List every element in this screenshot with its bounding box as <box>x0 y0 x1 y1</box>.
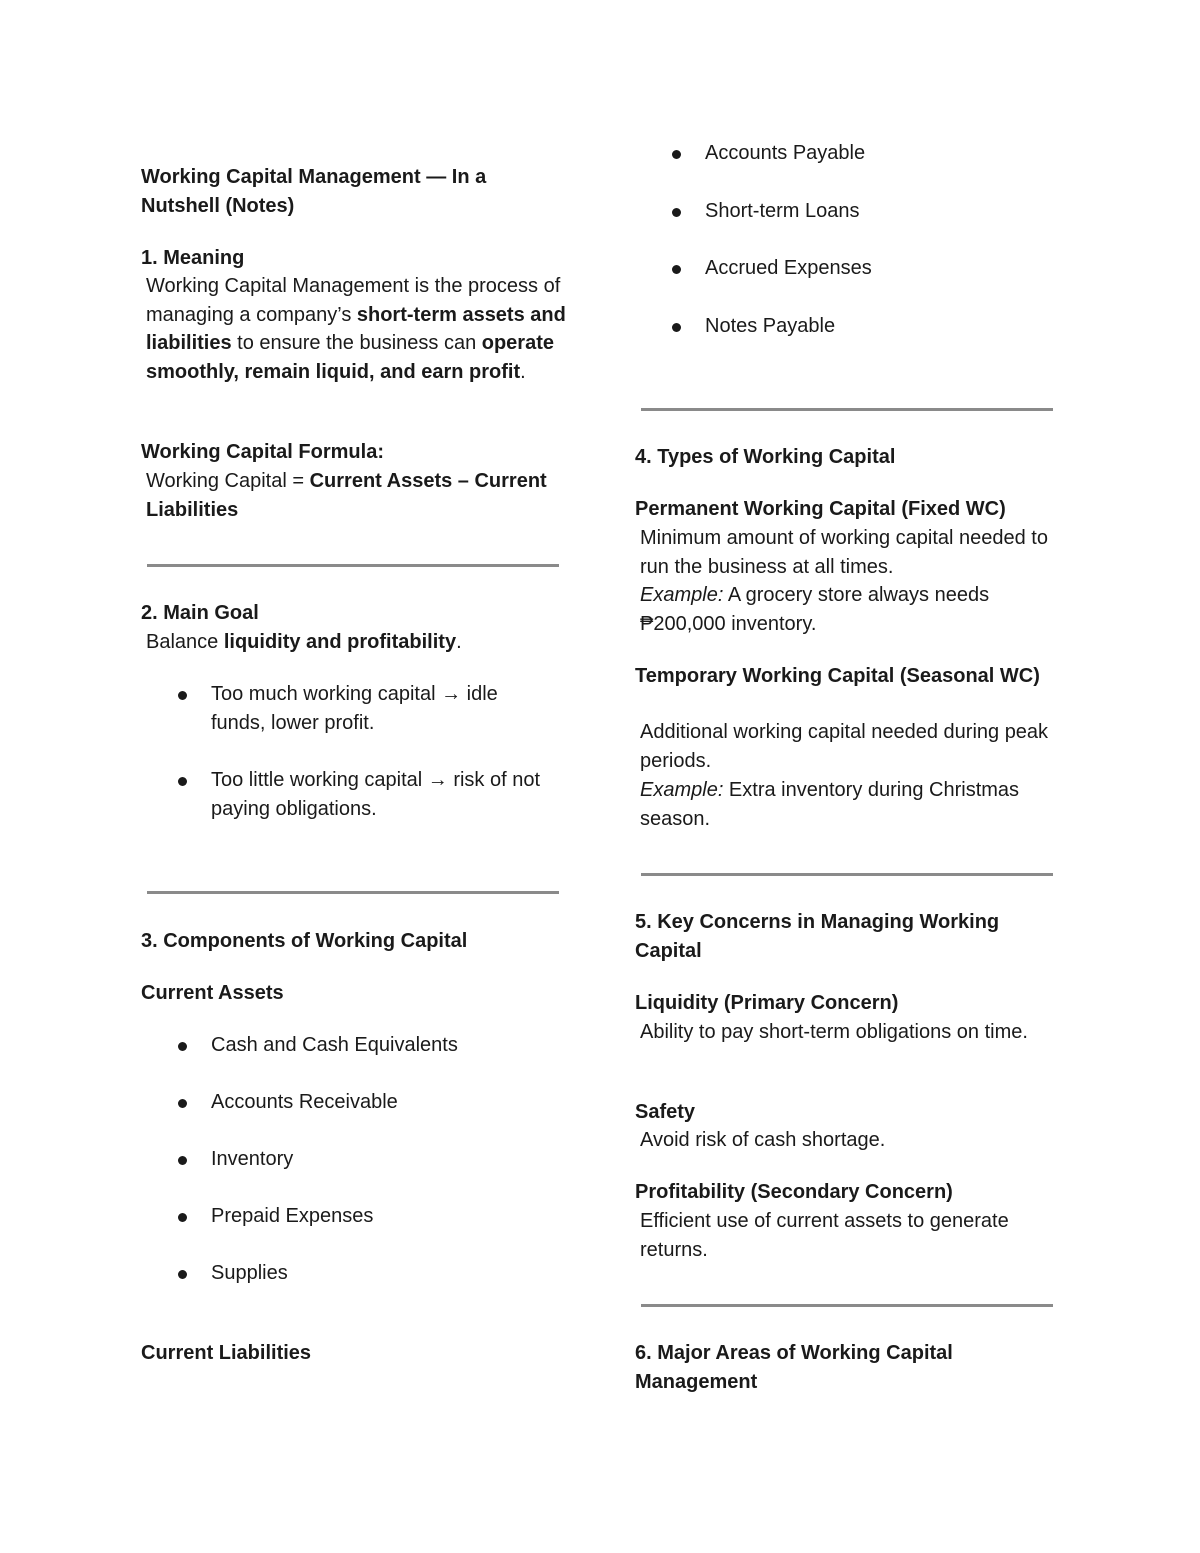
meaning-text-bold-1: short-term assets and liabilities <box>146 303 566 354</box>
list-item-text: Too much working capital → idle funds, lower profit. <box>211 683 498 734</box>
formula-text-bold: Current Assets – Current Liabilities <box>146 470 547 521</box>
bullet-icon <box>672 323 681 332</box>
liquidity-label: Liquidity (Primary Concern) <box>635 992 899 1014</box>
goal-text-bold: liquidity and profitability <box>223 631 457 653</box>
safety-label: Safety <box>635 1101 696 1123</box>
goal-text-a: Balance <box>146 631 224 653</box>
permanent-wc-example <box>635 581 1070 638</box>
example-text: Extra inventory during Christmas season. <box>640 779 1020 830</box>
temporary-wc-label: Temporary Working Capital (Seasonal WC) <box>635 665 1040 687</box>
meaning-text-e: . <box>520 360 526 383</box>
divider-5 <box>641 1304 1053 1307</box>
section-1-heading: 1. Meaning <box>141 247 245 269</box>
example-label: Example: <box>640 584 724 606</box>
bullet-icon <box>178 777 187 786</box>
permanent-wc-label: Permanent Working Capital (Fixed WC) <box>635 498 1006 520</box>
example-label: Example: <box>640 779 724 801</box>
list-item-text: Notes Payable <box>705 315 836 337</box>
profitability-label: Profitability (Secondary Concern) <box>635 1181 953 1203</box>
formula-text <box>141 467 571 524</box>
temporary-wc-desc: Additional working capital needed during peak periods. <box>640 721 1049 772</box>
document-title: Working Capital Management — In a Nutshell (Notes) <box>141 166 487 217</box>
formula-label: Working Capital Formula: <box>141 441 384 463</box>
profitability-desc: Efficient use of current assets to generate returns. <box>640 1210 1009 1261</box>
divider-3 <box>641 408 1053 411</box>
example-text: A grocery store always needs ₱200,000 inventory. <box>640 584 990 635</box>
bullet-icon <box>178 1270 187 1279</box>
section-5-heading: 5. Key Concerns in Managing Working Capital <box>635 911 1000 962</box>
formula-text-a: Working Capital = <box>146 470 310 492</box>
current-liabilities-label: Current Liabilities <box>141 1342 312 1364</box>
section-4-heading: 4. Types of Working Capital <box>635 446 896 468</box>
list-item-text: Supplies <box>211 1262 288 1284</box>
bullet-icon <box>672 208 681 217</box>
meaning-paragraph <box>141 272 571 386</box>
permanent-wc-desc: Minimum amount of working capital needed to run the business at all times. <box>640 527 1048 578</box>
temporary-wc-example <box>635 776 1070 833</box>
meaning-text-bold-2: operate smoothly, remain liquid, and earn profit <box>146 332 554 383</box>
list-item-text: Accounts Receivable <box>211 1091 398 1113</box>
main-goal-intro <box>141 628 571 657</box>
safety-desc: Avoid risk of cash shortage. <box>640 1129 886 1151</box>
list-item-text: Prepaid Expenses <box>211 1205 374 1227</box>
meaning-text-a: Working Capital Management is the process of managing a company’s <box>146 275 561 326</box>
meaning-text-c: to ensure the business can <box>231 332 482 354</box>
list-item-text: Accrued Expenses <box>705 257 872 279</box>
list-item-text: Too little working capital → risk of not paying obligations. <box>211 769 541 820</box>
bullet-icon <box>672 150 681 159</box>
list-item-text: Accounts Payable <box>705 142 866 164</box>
goal-text-c: . <box>456 631 462 653</box>
liquidity-desc: Ability to pay short-term obligations on time. <box>640 1021 1028 1043</box>
section-2-heading: 2. Main Goal <box>141 602 259 624</box>
divider-2 <box>147 891 559 894</box>
bullet-icon <box>178 1156 187 1165</box>
divider-1 <box>147 564 559 567</box>
list-item-text: Inventory <box>211 1148 294 1170</box>
divider-4 <box>641 873 1053 876</box>
list-item-text: Short-term Loans <box>705 200 860 222</box>
bullet-icon <box>178 1042 187 1051</box>
current-assets-label: Current Assets <box>141 982 284 1004</box>
bullet-icon <box>178 1213 187 1222</box>
section-3-heading: 3. Components of Working Capital <box>141 930 468 952</box>
bullet-icon <box>672 265 681 274</box>
bullet-icon <box>178 1099 187 1108</box>
bullet-icon <box>178 691 187 700</box>
section-6-heading: 6. Major Areas of Working Capital Management <box>635 1342 953 1393</box>
list-item-text: Cash and Cash Equivalents <box>211 1034 458 1056</box>
